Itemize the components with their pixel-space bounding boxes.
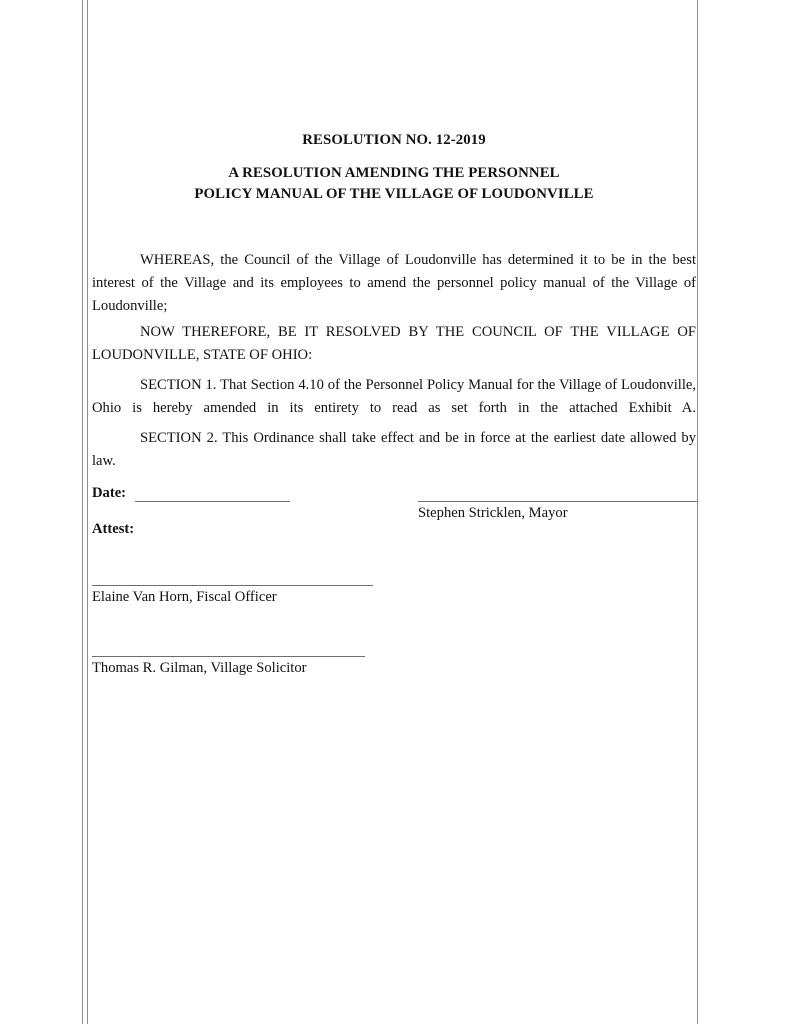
paragraph-section-1: SECTION 1. That Section 4.10 of the Personnel Policy Manual for the Village of Loudonville, Ohio is hereby amended in its entirety to read as set forth in the attached Exhibit A. [92, 376, 696, 416]
paragraph-now-therefore: NOW THEREFORE, BE IT RESOLVED BY THE COUNCIL OF THE VILLAGE OF LOUDONVILLE, STATE OF OHIO: [92, 323, 696, 363]
resolution-subtitle-line-1: A RESOLUTION AMENDING THE PERSONNEL [228, 165, 560, 181]
page-border-left-outer [82, 0, 83, 1024]
page-border-left-inner [87, 0, 88, 1024]
fiscal-officer-name-label: Elaine Van Horn, Fiscal Officer [92, 589, 277, 605]
paragraph-whereas: WHEREAS, the Council of the Village of Loudonville has determined it to be in the best interest of the Village and its employees to amend the personnel policy manual of the Village of Loudonville; [92, 251, 696, 315]
fiscal-officer-signature-line[interactable] [92, 585, 373, 586]
mayor-name-label: Stephen Stricklen, Mayor [418, 505, 568, 521]
solicitor-name-label: Thomas R. Gilman, Village Solicitor [92, 660, 307, 676]
mayor-signature-line[interactable] [418, 501, 697, 502]
solicitor-signature-line[interactable] [92, 656, 365, 657]
attest-label: Attest: [92, 521, 135, 537]
resolution-subtitle-line-2: POLICY MANUAL OF THE VILLAGE OF LOUDONVILLE [194, 186, 594, 202]
resolution-subtitle [92, 163, 696, 205]
resolution-title: RESOLUTION NO. 12-2019 [302, 132, 486, 148]
date-label: Date: [92, 485, 127, 501]
date-signature-line[interactable] [135, 501, 290, 502]
paragraph-section-2: SECTION 2. This Ordinance shall take effect and be in force at the earliest date allowed by law. [92, 429, 696, 469]
page-border-right [697, 0, 698, 1024]
